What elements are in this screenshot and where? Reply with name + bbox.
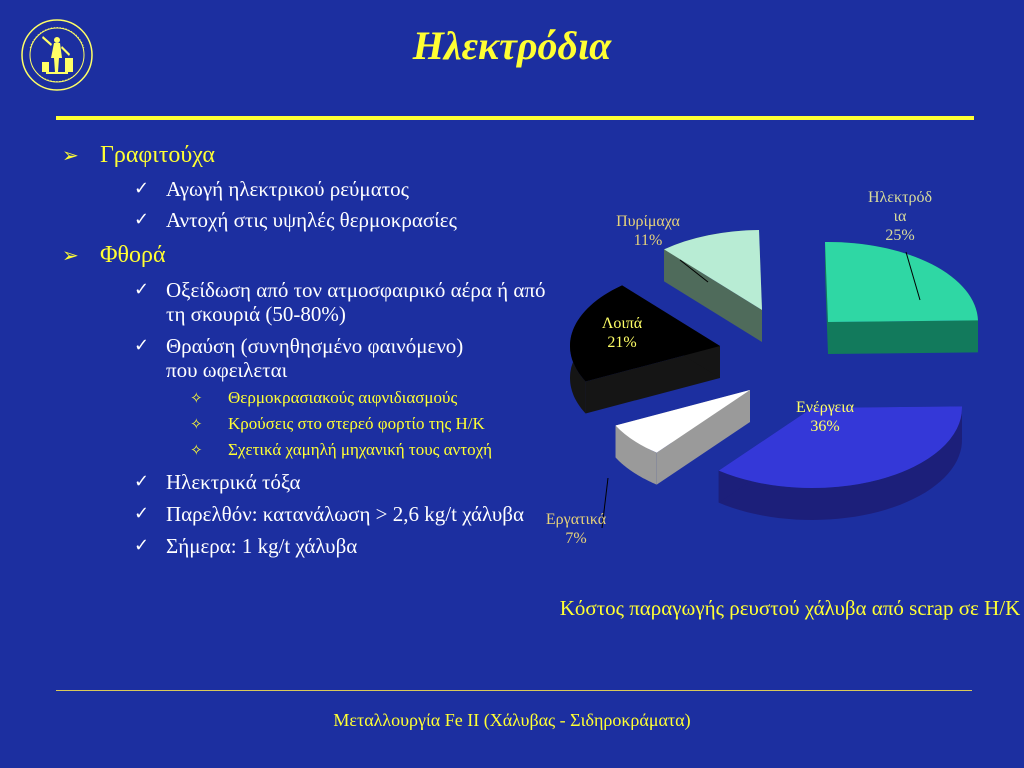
bullet-level2 xyxy=(60,534,550,558)
bullet-text: Θερμοκρασιακούς αιφνιδιασμούς xyxy=(228,388,458,407)
checkmark-icon: ✓ xyxy=(134,335,150,356)
checkmark-icon: ✓ xyxy=(134,209,150,230)
checkmark-icon: ✓ xyxy=(134,279,150,300)
bullet-text: Σχετικά χαμηλή μηχανική τους αντοχή xyxy=(228,440,493,459)
bullet-level1 xyxy=(60,140,550,170)
pie-label-4: Λοιπά 21% xyxy=(601,315,643,351)
bullet-text: Σήμερα: 1 kg/t χάλυβα xyxy=(166,534,358,558)
bullet-text: Ηλεκτρικά τόξα xyxy=(166,470,301,494)
checkmark-icon: ✓ xyxy=(134,471,150,492)
footer-text: Μεταλλουργία Fe II (Χάλυβας - Σιδηροκράματα) xyxy=(333,710,691,730)
bullet-level2 xyxy=(60,177,550,201)
bullet-text: Γραφιτούχα xyxy=(100,142,215,168)
pie-label-2: Ενέργεια 36% xyxy=(796,399,854,435)
bullet-text: Θραύση (συνηθησμένο φαινόμενο) που ωφειλεται xyxy=(166,334,464,382)
pie-label-3: Εργατικά 7% xyxy=(545,511,607,547)
sparkle-bullet-icon: ✧ xyxy=(190,389,203,407)
arrow-bullet-icon: ➢ xyxy=(62,243,79,267)
bullet-level2 xyxy=(60,278,550,326)
slide-title: Ηλεκτρόδια xyxy=(412,23,612,68)
bullet-text: Παρελθόν: κατανάλωση > 2,6 kg/t χάλυβα xyxy=(166,502,524,526)
pie-slice-2 xyxy=(719,406,962,520)
bullet-level2 xyxy=(60,502,556,526)
bullet-level3 xyxy=(60,388,550,408)
bullet-level1 xyxy=(60,240,550,270)
bullet-text: Αντοχή στις υψηλές θερμοκρασίες xyxy=(166,208,457,232)
pie-label-1: Ηλεκτρόδ ια 25% xyxy=(867,190,933,244)
pie-slice-top xyxy=(825,242,978,322)
bullet-level2 xyxy=(60,208,466,232)
chart-caption: Κόστος παραγωγής ρευστού χάλυβα από scrap σε Η/Κ xyxy=(559,596,1021,620)
bullet-level3 xyxy=(60,440,518,460)
pie-slice-1 xyxy=(825,242,978,354)
bullet-list xyxy=(60,140,550,558)
bullet-text: Οξείδωση από τον ατμοσφαιρικό αέρα ή από τη σκουριά (50-80%) xyxy=(166,278,546,326)
sparkle-bullet-icon: ✧ xyxy=(190,441,203,459)
bullet-level2 xyxy=(60,334,486,382)
checkmark-icon: ✓ xyxy=(134,503,150,524)
checkmark-icon: ✓ xyxy=(134,535,150,556)
bullet-level3 xyxy=(60,414,518,434)
arrow-bullet-icon: ➢ xyxy=(62,143,79,167)
bullet-text: Κρούσεις στο στερεό φορτίο της Η/Κ xyxy=(228,414,485,433)
footer-divider xyxy=(56,690,972,691)
pie-label-5: Πυρίμαχα 11% xyxy=(616,213,680,249)
pie-slice-4 xyxy=(570,285,720,413)
cost-pie-chart xyxy=(540,190,1024,590)
checkmark-icon: ✓ xyxy=(134,178,150,199)
bullet-level2 xyxy=(60,470,550,494)
title-divider xyxy=(56,116,974,120)
sparkle-bullet-icon: ✧ xyxy=(190,415,203,433)
bullet-text: Φθορά xyxy=(100,242,166,268)
pie-slice-edge xyxy=(828,320,978,354)
bullet-text: Αγωγή ηλεκτρικού ρεύματος xyxy=(166,177,409,201)
